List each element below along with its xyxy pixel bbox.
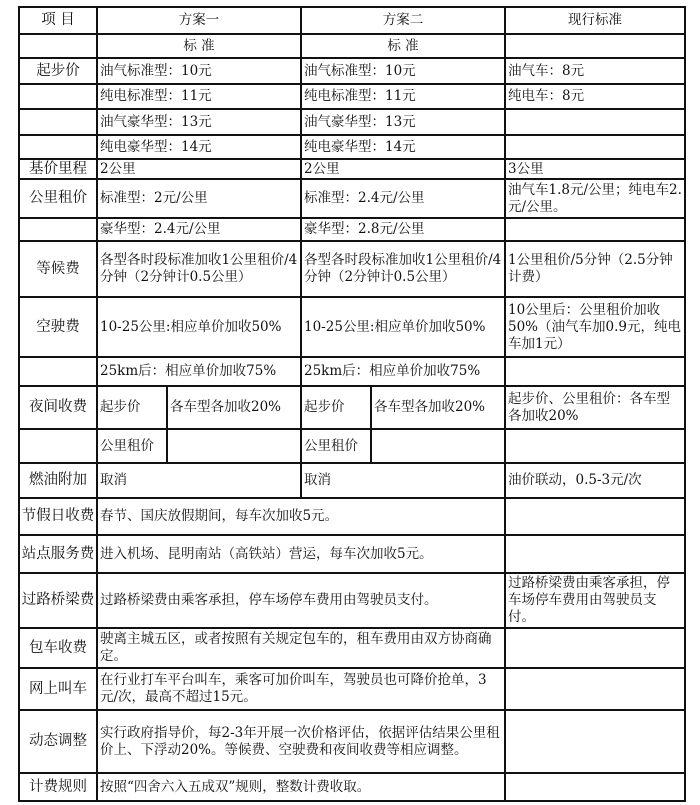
cell-current (505, 535, 685, 573)
cell-plans: 进入机场、昆明南站（高铁站）营运，每车次加收5元。 (97, 535, 505, 573)
cell-plan1: 10-25公里:相应单价加收50% (97, 297, 301, 357)
cell-plan1: 纯电豪华型：14元 (97, 135, 301, 159)
row-label: 公里租价 (19, 179, 97, 218)
cell-current (505, 218, 685, 241)
cell-plans: 按照“四舍六入五成双”规则，整数计费收取。 (97, 773, 505, 801)
cell-plan2-b (371, 429, 505, 463)
row-label: 网上叫车 (19, 668, 97, 710)
cell-plan2-b: 各车型各加收20% (371, 386, 505, 429)
empty-cell (19, 135, 97, 159)
subheader-row (19, 34, 685, 58)
row-label: 计费规则 (19, 773, 97, 801)
cell-plans: 驶离主城五区，或者按照有关规定包车的，租车费用由双方协商确定。 (97, 628, 505, 668)
empty-cell (19, 109, 97, 135)
table-row (19, 58, 685, 84)
row-label: 节假日收费 (19, 498, 97, 535)
subheader-plan1: 标 准 (97, 34, 301, 58)
cell-plan2: 油气标准型：10元 (301, 58, 505, 84)
empty-cell (19, 357, 97, 386)
cell-plan2-a: 起步价 (301, 386, 371, 429)
table-row (19, 84, 685, 109)
cell-plans: 过路桥梁费由乘客承担，停车场停车费用由驾驶员支付。 (97, 573, 505, 628)
row-label: 站点服务费 (19, 535, 97, 573)
cell-plan1: 取消 (97, 463, 301, 498)
table-row (19, 297, 685, 357)
cell-plan2: 各型各时段标准加收1公里租价/4分钟（2分钟计0.5公里） (301, 241, 505, 297)
empty-cell (19, 34, 97, 58)
empty-cell (19, 218, 97, 241)
cell-current: 油价联动，0.5-3元/次 (505, 463, 685, 498)
empty-cell (19, 84, 97, 109)
cell-current (505, 498, 685, 535)
cell-plans: 春节、国庆放假期间，每车次加收5元。 (97, 498, 505, 535)
cell-plan2: 豪华型：2.8元/公里 (301, 218, 505, 241)
table-row (19, 179, 685, 218)
cell-plan2: 25km后：相应单价加收75% (301, 357, 505, 386)
cell-plan1-b (167, 429, 301, 463)
table-row (19, 773, 685, 801)
header-row (19, 7, 685, 34)
cell-plan1: 油气豪华型：13元 (97, 109, 301, 135)
empty-cell (505, 34, 685, 58)
cell-current (505, 773, 685, 801)
cell-plan1-a: 公里租价 (97, 429, 167, 463)
table-row (19, 218, 685, 241)
table-row (19, 386, 685, 429)
row-label: 起步价 (19, 58, 97, 84)
cell-current: 1公里租价/5分钟（2.5分钟计费） (505, 241, 685, 297)
row-label: 夜间收费 (19, 386, 97, 429)
cell-plan2: 取消 (301, 463, 505, 498)
cell-plan1-b: 各车型各加收20% (167, 386, 301, 429)
row-label: 动态调整 (19, 710, 97, 773)
cell-current (505, 109, 685, 135)
cell-plan2: 2公里 (301, 159, 505, 179)
table-row (19, 573, 685, 628)
row-label: 基价里程 (19, 159, 97, 179)
row-label: 等候费 (19, 241, 97, 297)
cell-current (505, 710, 685, 773)
cell-plan1-a: 起步价 (97, 386, 167, 429)
row-label: 过路桥梁费 (19, 573, 97, 628)
table-row (19, 429, 685, 463)
row-label: 包车收费 (19, 628, 97, 668)
cell-current (505, 357, 685, 386)
cell-plan1: 豪华型：2.4元/公里 (97, 218, 301, 241)
header-item: 项 目 (19, 7, 97, 34)
header-plan2: 方案二 (301, 7, 505, 34)
cell-current (505, 628, 685, 668)
cell-current (505, 135, 685, 159)
row-label: 燃油附加 (19, 463, 97, 498)
cell-plans: 在行业打车平台叫车，乘客可加价叫车，驾驶员也可降价抢单，3元/次，最高不超过15元。 (97, 668, 505, 710)
table-row (19, 463, 685, 498)
table-row (19, 498, 685, 535)
cell-current (505, 429, 685, 463)
fare-comparison-table (18, 6, 686, 802)
header-current: 现行标准 (505, 7, 685, 34)
cell-plan1: 各型各时段标准加收1公里租价/4分钟（2分钟计0.5公里） (97, 241, 301, 297)
header-plan1: 方案一 (97, 7, 301, 34)
cell-plan1: 25km后：相应单价加收75% (97, 357, 301, 386)
table-row (19, 135, 685, 159)
cell-plan1: 2公里 (97, 159, 301, 179)
cell-plan1: 油气标准型：10元 (97, 58, 301, 84)
cell-plan2-a: 公里租价 (301, 429, 371, 463)
table-row (19, 668, 685, 710)
table-row (19, 710, 685, 773)
subheader-plan2: 标 准 (301, 34, 505, 58)
cell-current: 油气车1.8元/公里；纯电车2.元/公里。 (505, 179, 685, 218)
cell-plan1: 纯电标准型：11元 (97, 84, 301, 109)
cell-plan2: 10-25公里:相应单价加收50% (301, 297, 505, 357)
cell-plan1: 标准型：2元/公里 (97, 179, 301, 218)
table-row (19, 628, 685, 668)
cell-current: 10公里后：公里租价加收50%（油气车加0.9元，纯电车加1元） (505, 297, 685, 357)
cell-plans: 实行政府指导价，每2-3年开展一次价格评估，依据评估结果公里租价上、下浮动20%。等候费、空驶费和夜间收费等相应调整。 (97, 710, 505, 773)
cell-current: 3公里 (505, 159, 685, 179)
table-row (19, 159, 685, 179)
cell-current (505, 668, 685, 710)
cell-plan2: 纯电标准型：11元 (301, 84, 505, 109)
table-row (19, 357, 685, 386)
table-row (19, 109, 685, 135)
cell-current: 过路桥梁费由乘客承担，停车场停车费用由驾驶员支付。 (505, 573, 685, 628)
empty-cell (19, 429, 97, 463)
cell-plan2: 油气豪华型：13元 (301, 109, 505, 135)
cell-current: 起步价、公里租价：各车型各加收20% (505, 386, 685, 429)
cell-plan2: 标准型：2.4元/公里 (301, 179, 505, 218)
table-row (19, 535, 685, 573)
table-row (19, 241, 685, 297)
cell-plan2: 纯电豪华型：14元 (301, 135, 505, 159)
cell-current: 纯电车：8元 (505, 84, 685, 109)
cell-current: 油气车：8元 (505, 58, 685, 84)
row-label: 空驶费 (19, 297, 97, 357)
